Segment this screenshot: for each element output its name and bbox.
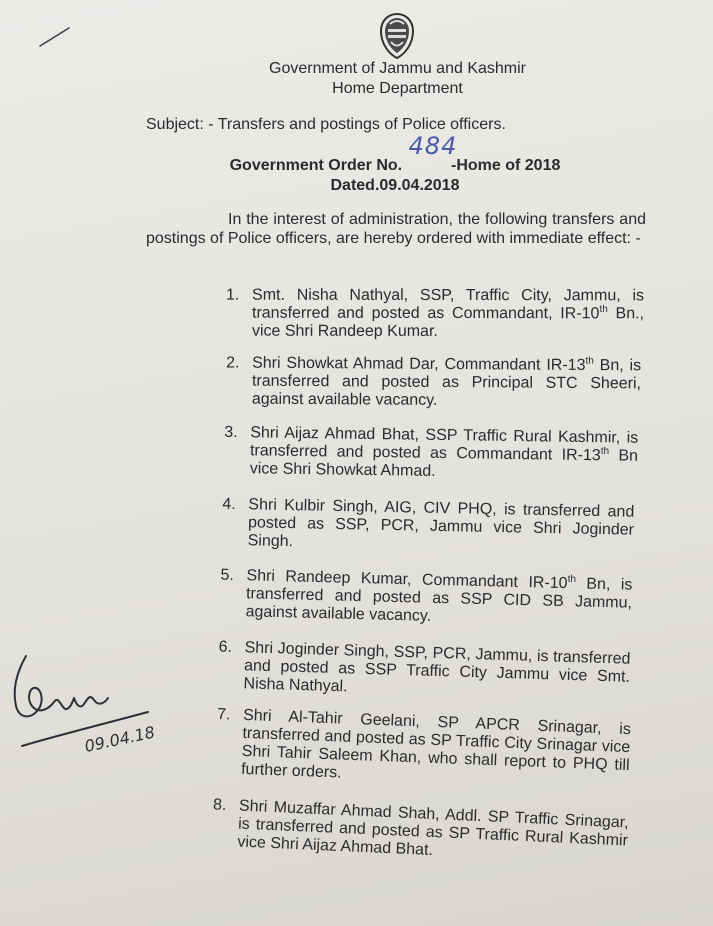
item-number: 2.	[226, 354, 240, 372]
handwritten-signature	[8, 648, 178, 768]
order-item: 4. Shri Kulbir Singh, AIG, CIV PHQ, is transferred and posted as SSP, PCR, Jammu vice Shri Joginder Singh.	[222, 495, 635, 551]
government-name: Government of Jammu and Kashmir	[269, 60, 526, 77]
item-number: 1.	[226, 286, 240, 304]
order-prefix: Government Order No.	[229, 157, 403, 174]
item-number: 6.	[218, 638, 233, 656]
order-item: 5. Shri Randeep Kumar, Commandant IR-10th Bn, is transferred and posted as SSP CID SB Jammu, against available vacancy.	[220, 566, 633, 625]
order-item: 2. Shri Showkat Ahmad Dar, Commandant IR-13th Bn, is transferred and posted as Principal STC Sheeri, against available vacancy.	[226, 354, 642, 409]
item-number: 8.	[212, 796, 227, 814]
order-item: 8. Shri Muzaffar Ahmad Shah, Addl. SP Traffic Srinagar, is transferred and posted as SP Traffic Rural Kashmir vice Shri Aijaz Ahmad Bhat.	[212, 796, 629, 860]
subject-line: Subject: - Transfers and postings of Police officers.	[146, 116, 506, 133]
order-item: 3. Shri Aijaz Ahmad Bhat, SSP Traffic Rural Kashmir, is transferred and posted as Commandant IR-13th Bn vice Shri Showkat Ahmad.	[224, 423, 639, 480]
item-number: 7.	[216, 705, 231, 724]
item-number: 3.	[224, 423, 238, 442]
order-item: 6. Shri Joginder Singh, SSP, PCR, Jammu, is transferred and posted as SSP Traffic City Jammu vice Smt. Nisha Nathyal.	[218, 638, 631, 696]
intro-paragraph: In the interest of administration, the following transfers and postings of Police officers, are hereby ordered with immediate effect: -	[146, 211, 646, 247]
order-suffix: -Home of 2018	[451, 157, 561, 174]
item-number: 4.	[222, 495, 236, 514]
item-number: 5.	[220, 566, 235, 584]
department-name: Home Department	[332, 80, 463, 97]
order-number-handwritten: 484	[408, 132, 458, 160]
order-item: 1. Smt. Nisha Nathyal, SSP, Traffic City, Jammu, is transferred and posted as Commandant, IR-10th Bn., vice Shri Randeep Kumar.	[226, 286, 645, 340]
signature-date: 09.04.18	[82, 722, 157, 756]
order-item: 7. Shri Al-Tahir Geelani, SP APCR Srinagar, is transferred and posted as SP Traffic City Srinagar vice Shri Tahir Saleem Khan, who shall report to PHQ till further orders.	[216, 705, 632, 782]
order-date: Dated.09.04.2018	[330, 177, 460, 194]
